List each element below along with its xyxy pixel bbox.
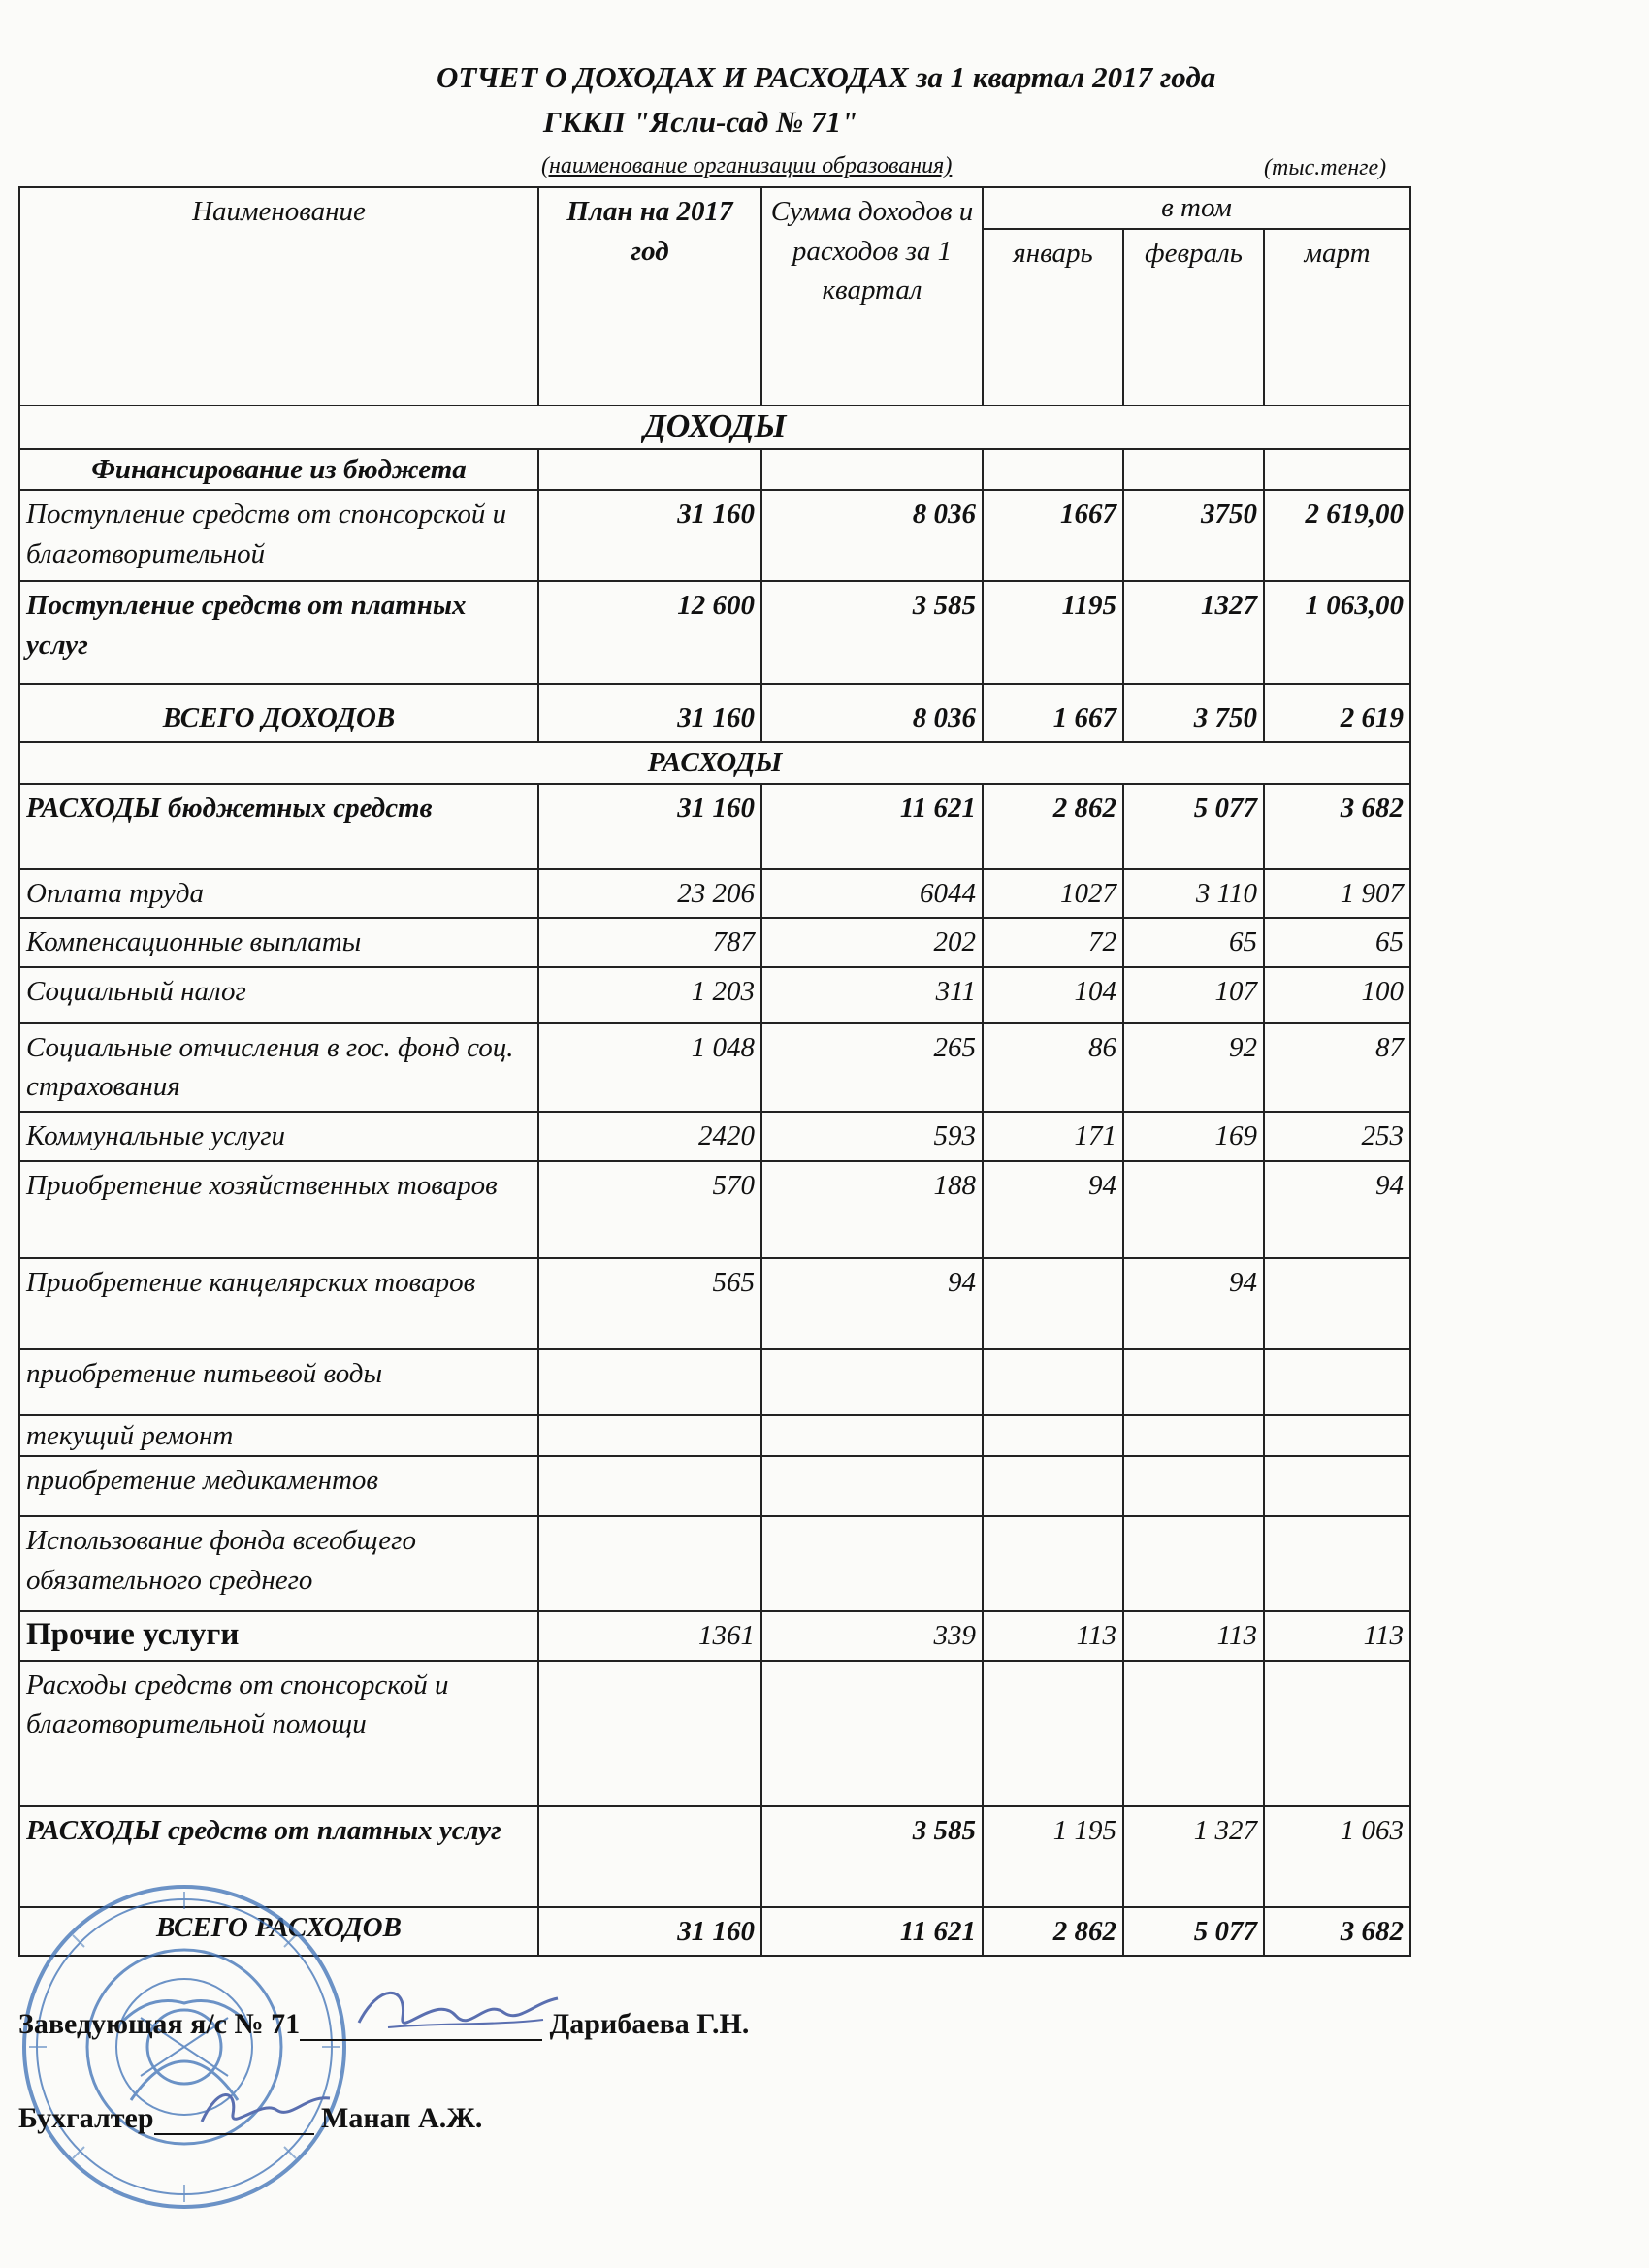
table-row [19, 1349, 1410, 1415]
row-name: Социальные отчисления в гос. фонд соц. страхования [19, 1023, 538, 1112]
table-row [19, 918, 1410, 967]
table-row [19, 1611, 1410, 1661]
accountant-signature-line [18, 2102, 482, 2135]
header-jan: январь [983, 229, 1123, 405]
cell-jan: 1027 [983, 869, 1123, 919]
cell-mar: 1 063 [1264, 1806, 1410, 1907]
cell-feb: 92 [1123, 1023, 1264, 1112]
cell-sum: 94 [761, 1258, 983, 1349]
organization-caption: (наименование организации образования) [541, 153, 953, 178]
cell-plan: 2420 [538, 1112, 761, 1161]
cell-plan: 1 048 [538, 1023, 761, 1112]
table-row [19, 1516, 1410, 1611]
head-signature-line [18, 2008, 749, 2041]
cell-plan: 570 [538, 1161, 761, 1258]
cell-mar: 2 619,00 [1264, 490, 1410, 581]
cell-mar [1264, 1258, 1410, 1349]
cell-plan: 565 [538, 1258, 761, 1349]
table-row [19, 490, 1410, 581]
cell-plan: 12 600 [538, 581, 761, 684]
header-plan: План на 2017 год [538, 187, 761, 405]
cell-plan: 1 203 [538, 967, 761, 1023]
cell-feb: 5 077 [1123, 1907, 1264, 1957]
cell-feb: 1 327 [1123, 1806, 1264, 1907]
cell-jan: 1667 [983, 490, 1123, 581]
table-header-row [19, 187, 1410, 229]
cell-plan: 31 160 [538, 490, 761, 581]
table-row [19, 1258, 1410, 1349]
section-income: ДОХОДЫ [19, 405, 1410, 449]
cell-sum: 8 036 [761, 490, 983, 581]
cell-mar: 100 [1264, 967, 1410, 1023]
table-row [19, 1456, 1410, 1516]
cell-feb: 113 [1123, 1611, 1264, 1661]
cell-plan [538, 1806, 761, 1907]
cell-plan: 31 160 [538, 1907, 761, 1957]
header-group: в том [983, 187, 1410, 229]
cell-sum: 265 [761, 1023, 983, 1112]
header-sum: Сумма доходов и расходов за 1 квартал [761, 187, 983, 405]
cell-feb: 5 077 [1123, 784, 1264, 869]
cell-mar: 65 [1264, 918, 1410, 967]
section-income-row [19, 405, 1410, 449]
head-signature-underline [300, 2010, 542, 2041]
table-row [19, 449, 1410, 491]
cell-sum: 3 585 [761, 1806, 983, 1907]
cell-sum: 593 [761, 1112, 983, 1161]
cell-mar: 253 [1264, 1112, 1410, 1161]
cell-jan: 1 667 [983, 684, 1123, 742]
accountant-name: Манап А.Ж. [321, 2102, 483, 2134]
cell-mar: 2 619 [1264, 684, 1410, 742]
table-row [19, 869, 1410, 919]
head-name: Дарибаева Г.Н. [549, 2008, 750, 2040]
cell-sum: 202 [761, 918, 983, 967]
cell-feb [1123, 1161, 1264, 1258]
cell-feb: 3750 [1123, 490, 1264, 581]
cell-sum: 11 621 [761, 784, 983, 869]
row-name: Поступление средств от спонсорской и благотворительной [19, 490, 538, 581]
row-name: Компенсационные выплаты [19, 918, 538, 967]
table-row [19, 1661, 1410, 1806]
cell-jan: 86 [983, 1023, 1123, 1112]
cell-jan [983, 1258, 1123, 1349]
cell-feb: 65 [1123, 918, 1264, 967]
cell-jan: 1195 [983, 581, 1123, 684]
row-name: РАСХОДЫ средств от платных услуг [19, 1806, 538, 1907]
cell-plan: 787 [538, 918, 761, 967]
section-expenses-row [19, 742, 1410, 784]
cell-jan: 72 [983, 918, 1123, 967]
report-title: ОТЧЕТ О ДОХОДАХ И РАСХОДАХ за 1 квартал 2017 года [436, 60, 1216, 94]
head-label: Заведующая я/с № 71 [18, 2008, 301, 2040]
cell-mar: 1 907 [1264, 869, 1410, 919]
section-expenses: РАСХОДЫ [19, 742, 1410, 784]
report-table [18, 186, 1411, 1957]
organization-name: ГККП "Ясли-сад № 71" [543, 105, 858, 139]
table-row [19, 967, 1410, 1023]
cell-plan: 31 160 [538, 684, 761, 742]
cell-feb: 107 [1123, 967, 1264, 1023]
cell-sum: 188 [761, 1161, 983, 1258]
row-name: Коммунальные услуги [19, 1112, 538, 1161]
cell-jan: 104 [983, 967, 1123, 1023]
cell-mar: 94 [1264, 1161, 1410, 1258]
row-name: Приобретение хозяйственных товаров [19, 1161, 538, 1258]
table-row [19, 1415, 1410, 1457]
row-name: Использование фонда всеобщего обязательного среднего [19, 1516, 538, 1611]
row-name: Расходы средств от спонсорской и благотворительной помощи [19, 1661, 538, 1806]
header-mar: март [1264, 229, 1410, 405]
row-name: Оплата труда [19, 869, 538, 919]
cell-mar: 1 063,00 [1264, 581, 1410, 684]
header-name: Наименование [19, 187, 538, 405]
cell-sum: 311 [761, 967, 983, 1023]
cell-feb: 3 750 [1123, 684, 1264, 742]
cell-plan: 23 206 [538, 869, 761, 919]
cell-feb: 94 [1123, 1258, 1264, 1349]
units-label: (тыс.тенге) [1264, 155, 1387, 180]
cell-feb: 1327 [1123, 581, 1264, 684]
accountant-signature-underline [154, 2104, 314, 2135]
cell-jan: 113 [983, 1611, 1123, 1661]
table-row [19, 1161, 1410, 1258]
cell-mar: 3 682 [1264, 1907, 1410, 1957]
accountant-label: Бухгалтер [18, 2102, 154, 2134]
row-name: ВСЕГО РАСХОДОВ [19, 1907, 538, 1957]
cell-jan: 2 862 [983, 1907, 1123, 1957]
official-stamp-icon [15, 1877, 354, 2217]
row-name: текущий ремонт [19, 1415, 538, 1457]
total-income-row [19, 684, 1410, 742]
cell-mar: 113 [1264, 1611, 1410, 1661]
header-feb: февраль [1123, 229, 1264, 405]
cell-plan: 1361 [538, 1611, 761, 1661]
cell-sum: 6044 [761, 869, 983, 919]
table-row [19, 1023, 1410, 1112]
cell-sum: 339 [761, 1611, 983, 1661]
cell-jan: 171 [983, 1112, 1123, 1161]
table-row [19, 581, 1410, 684]
cell-jan: 94 [983, 1161, 1123, 1258]
row-name: Приобретение канцелярских товаров [19, 1258, 538, 1349]
cell-feb: 3 110 [1123, 869, 1264, 919]
cell-mar: 87 [1264, 1023, 1410, 1112]
row-name: Прочие услуги [19, 1611, 538, 1661]
table-row [19, 784, 1410, 869]
row-name: Финансирование из бюджета [19, 449, 538, 491]
row-name: приобретение медикаментов [19, 1456, 538, 1516]
cell-jan: 1 195 [983, 1806, 1123, 1907]
cell-mar: 3 682 [1264, 784, 1410, 869]
cell-plan: 31 160 [538, 784, 761, 869]
row-name: Социальный налог [19, 967, 538, 1023]
row-name: Поступление средств от платных услуг [19, 581, 538, 684]
row-name: ВСЕГО ДОХОДОВ [19, 684, 538, 742]
cell-sum: 8 036 [761, 684, 983, 742]
row-name: приобретение питьевой воды [19, 1349, 538, 1415]
cell-jan: 2 862 [983, 784, 1123, 869]
cell-sum: 3 585 [761, 581, 983, 684]
cell-feb: 169 [1123, 1112, 1264, 1161]
row-name: РАСХОДЫ бюджетных средств [19, 784, 538, 869]
cell-sum: 11 621 [761, 1907, 983, 1957]
table-row [19, 1112, 1410, 1161]
